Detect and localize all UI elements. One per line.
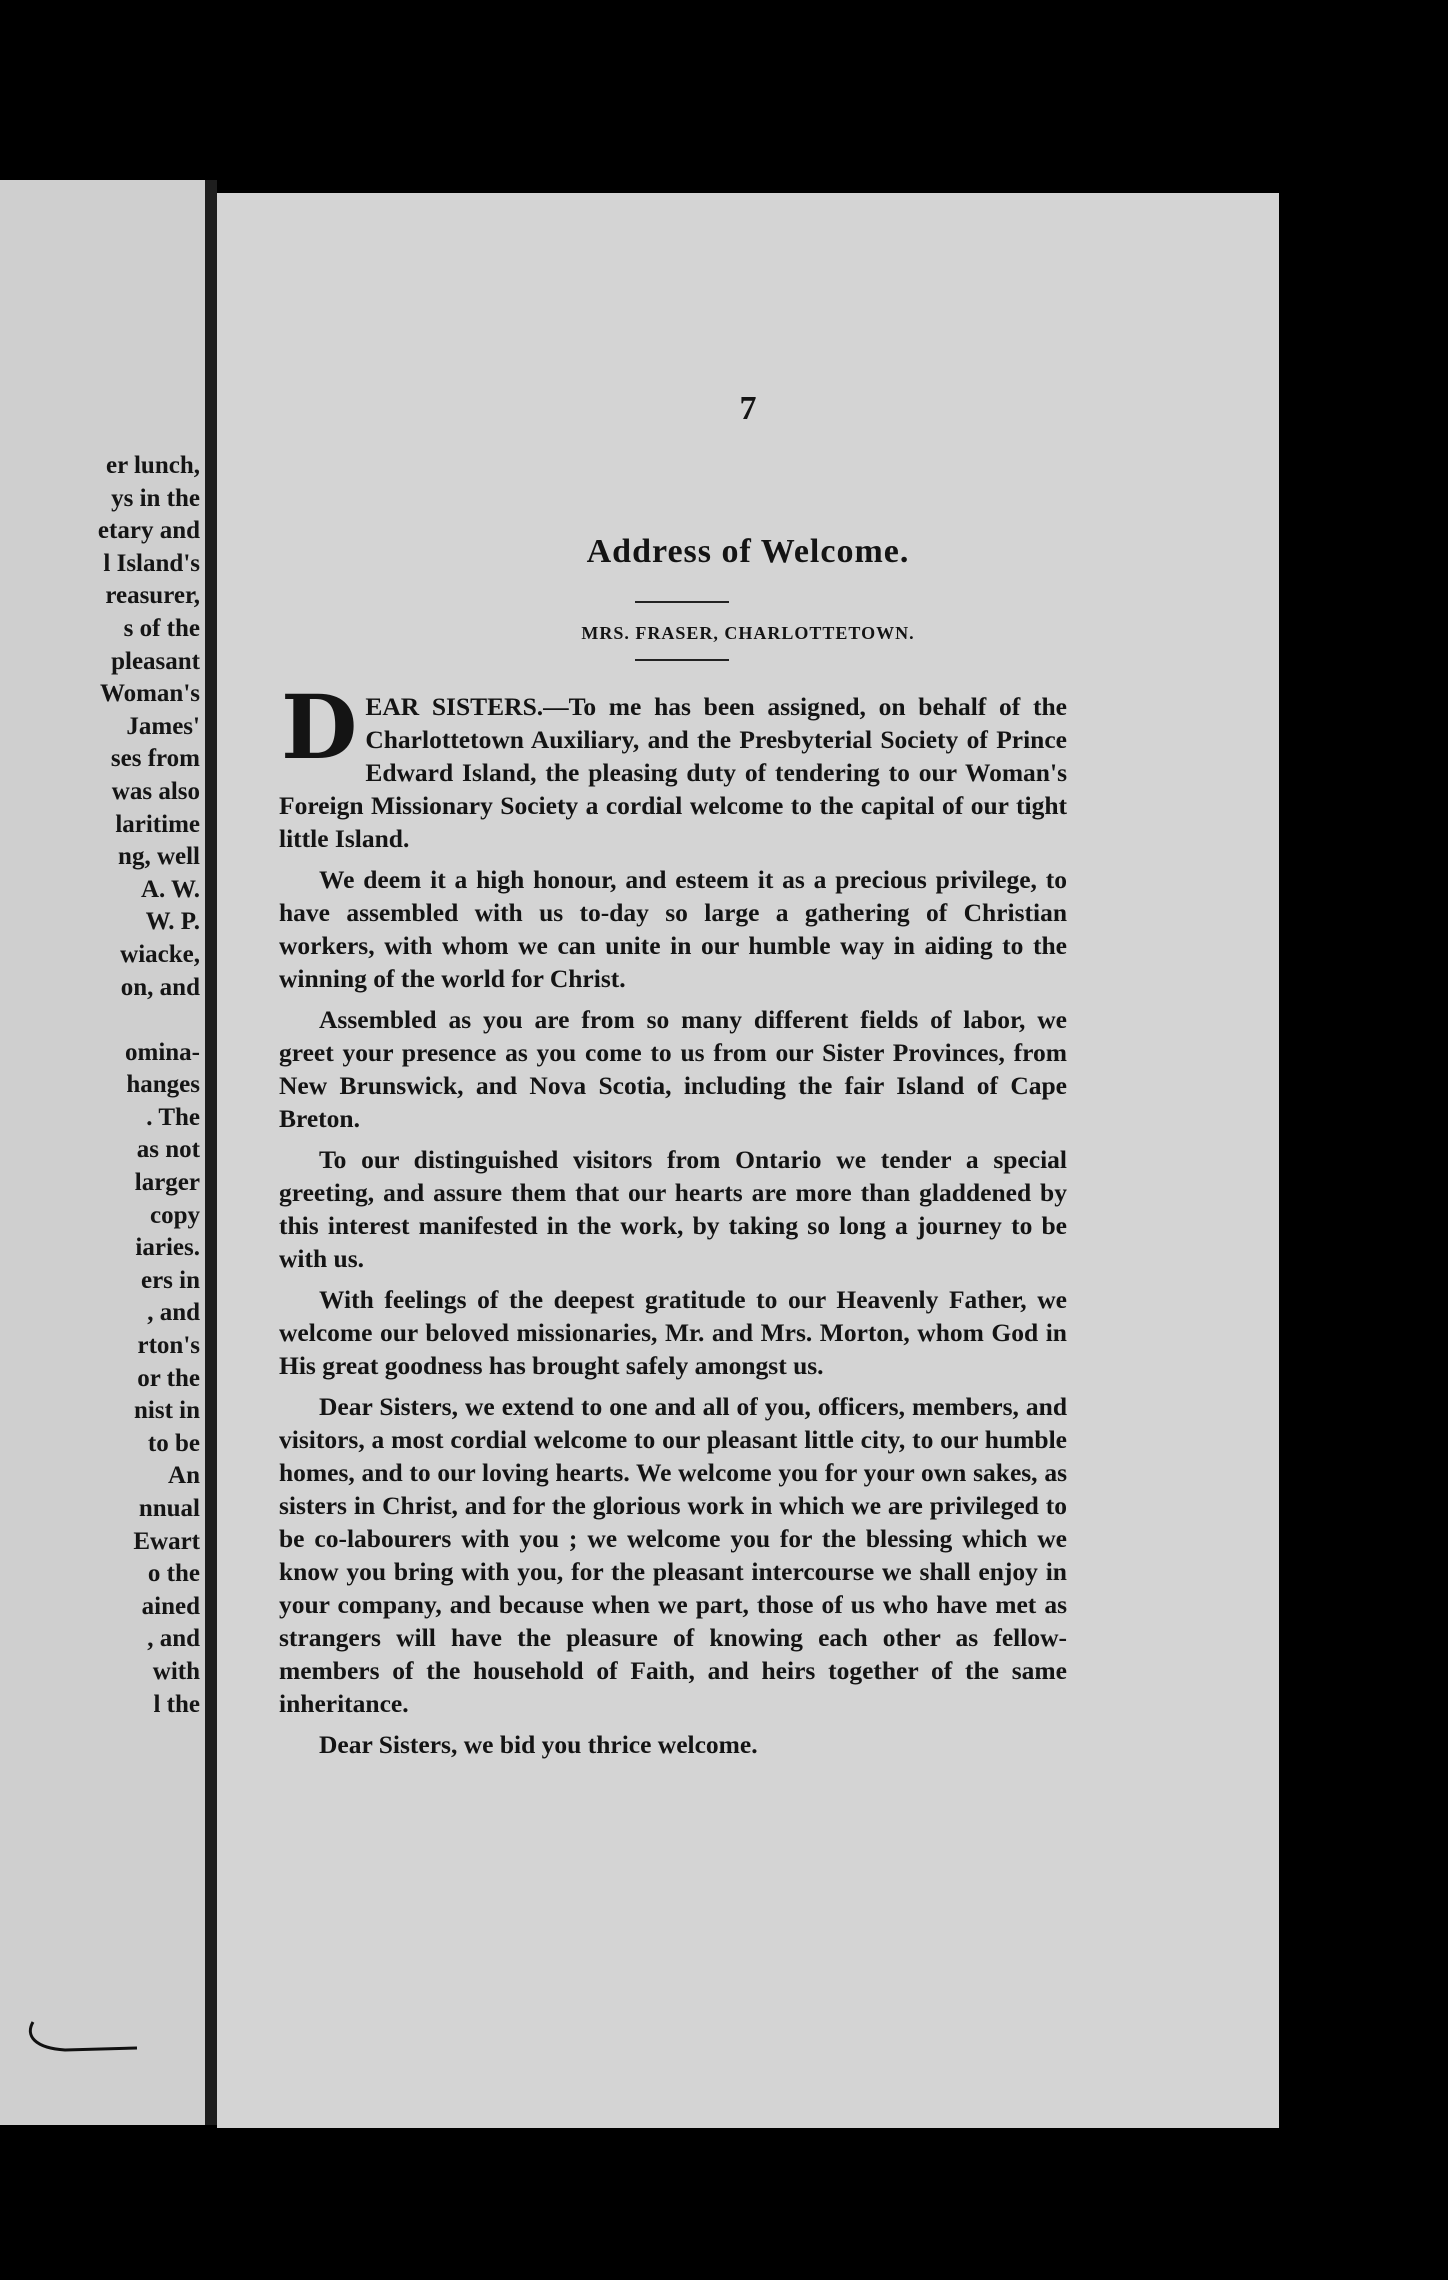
pen-stroke-mark (25, 2018, 140, 2058)
left-page-line: omina- (125, 1038, 200, 1066)
paragraph-1 (279, 675, 1067, 855)
left-page-line: o the (147, 1560, 200, 1588)
left-page-line: to be (147, 1429, 200, 1457)
left-page-line: laritime (115, 810, 200, 838)
left-page-line: W. P. (145, 908, 200, 936)
title-rule-top (635, 601, 729, 603)
right-page (217, 193, 1279, 2128)
left-page-line: nnual (138, 1495, 200, 1522)
book-gutter (205, 180, 217, 2125)
left-page-line: as not (136, 1136, 200, 1164)
paragraph-4: To our distinguished visitors from Ontario we tender a special greeting, and assure them that our hearts are more than gladdened by this interest manifested in the work, by taking so long a journey to be with us. (279, 1145, 1067, 1273)
left-page-line: wiacke, (120, 940, 200, 968)
left-page-line: er lunch, (106, 452, 200, 479)
left-page-line: l the (153, 1690, 200, 1718)
left-page-text-column (0, 450, 200, 1721)
left-page-line (0, 1004, 200, 1037)
left-page-line: . The (146, 1103, 200, 1131)
title-rule-bottom (635, 659, 729, 661)
page-number: 7 (739, 390, 757, 427)
left-page-line: Ewart (133, 1527, 200, 1555)
left-page-line: pleasant (111, 647, 200, 675)
left-page-line: , and (147, 1625, 200, 1653)
left-page-line: ys in the (111, 484, 200, 512)
drop-cap: D (281, 675, 358, 779)
left-page-line: etary and (97, 517, 200, 545)
left-page-line: copy (150, 1201, 200, 1229)
left-page-line: Woman's (99, 680, 200, 708)
left-page-line: s of the (123, 614, 200, 642)
left-page-line: ained (141, 1592, 200, 1620)
address-body (279, 675, 1067, 1761)
left-page-line: James' (126, 712, 200, 740)
left-page-line: , and (147, 1299, 200, 1327)
left-page-line: ers in (140, 1266, 200, 1294)
paragraph-2: We deem it a high honour, and esteem it as a precious privilege, to have assembled with us to-day so large a gathering of Christian workers, with whom we can unite in our humble way in aiding to the winning of the world for Christ. (279, 865, 1067, 993)
left-page-line: hanges (126, 1071, 200, 1099)
left-page-line: was also (111, 777, 200, 805)
paragraph-1-text: EAR SISTERS.—To me has been assigned, on behalf of the Charlottetown Auxiliary, and the Presbyterial Society of Prince Edward Island, the pleasing duty of tendering to our Woman's Foreign Missionary Society a cordial welcome to the capital of our tight little Island. (279, 692, 1067, 853)
paragraph-3: Assembled as you are from so many different fields of labor, we greet your presence as you come to us from our Sister Provinces, from New Brunswick, and Nova Scotia, including the fair Island of Cape Breton. (279, 1005, 1067, 1133)
left-page-line: or the (137, 1364, 200, 1392)
left-page-line: ses from (110, 745, 200, 773)
left-page-line: larger (134, 1169, 200, 1197)
left-page-line: l Island's (103, 549, 200, 577)
author-byline: MRS. FRASER, CHARLOTTETOWN. (581, 623, 915, 643)
left-page-line: ng, well (118, 843, 200, 871)
left-page-line: reasurer, (105, 582, 200, 610)
left-page-fragment (0, 180, 205, 2125)
left-page-line: iaries. (135, 1234, 200, 1262)
page-title: Address of Welcome. (586, 533, 910, 570)
paragraph-5: With feelings of the deepest gratitude to our Heavenly Father, we welcome our beloved missionaries, Mr. and Mrs. Morton, whom God in His great goodness has brought safely amongst us. (279, 1285, 1067, 1380)
left-page-line: An (168, 1462, 200, 1490)
left-page-line: with (152, 1657, 200, 1685)
left-page-line: rton's (137, 1332, 200, 1360)
left-page-line: A. W. (140, 875, 200, 903)
left-page-line: on, and (120, 973, 200, 1001)
left-page-line: nist in (133, 1397, 200, 1425)
paragraph-6: Dear Sisters, we extend to one and all of you, officers, members, and visitors, a most cordial welcome to our pleasant little city, to our humble homes, and to our loving hearts. We welcome you for your own sakes, as sisters in Christ, and for the glorious work in which we are privileged to be co-labourers with you ; we welcome you for the blessing which we know you bring with you, for the pleasant intercourse we shall enjoy in your company, and because when we part, those of us who have met as strangers will have the pleasure of knowing each other as fellow-members of the household of Faith, and heirs together of the same inheritance. (279, 1392, 1067, 1718)
paragraph-7: Dear Sisters, we bid you thrice welcome. (319, 1730, 758, 1759)
